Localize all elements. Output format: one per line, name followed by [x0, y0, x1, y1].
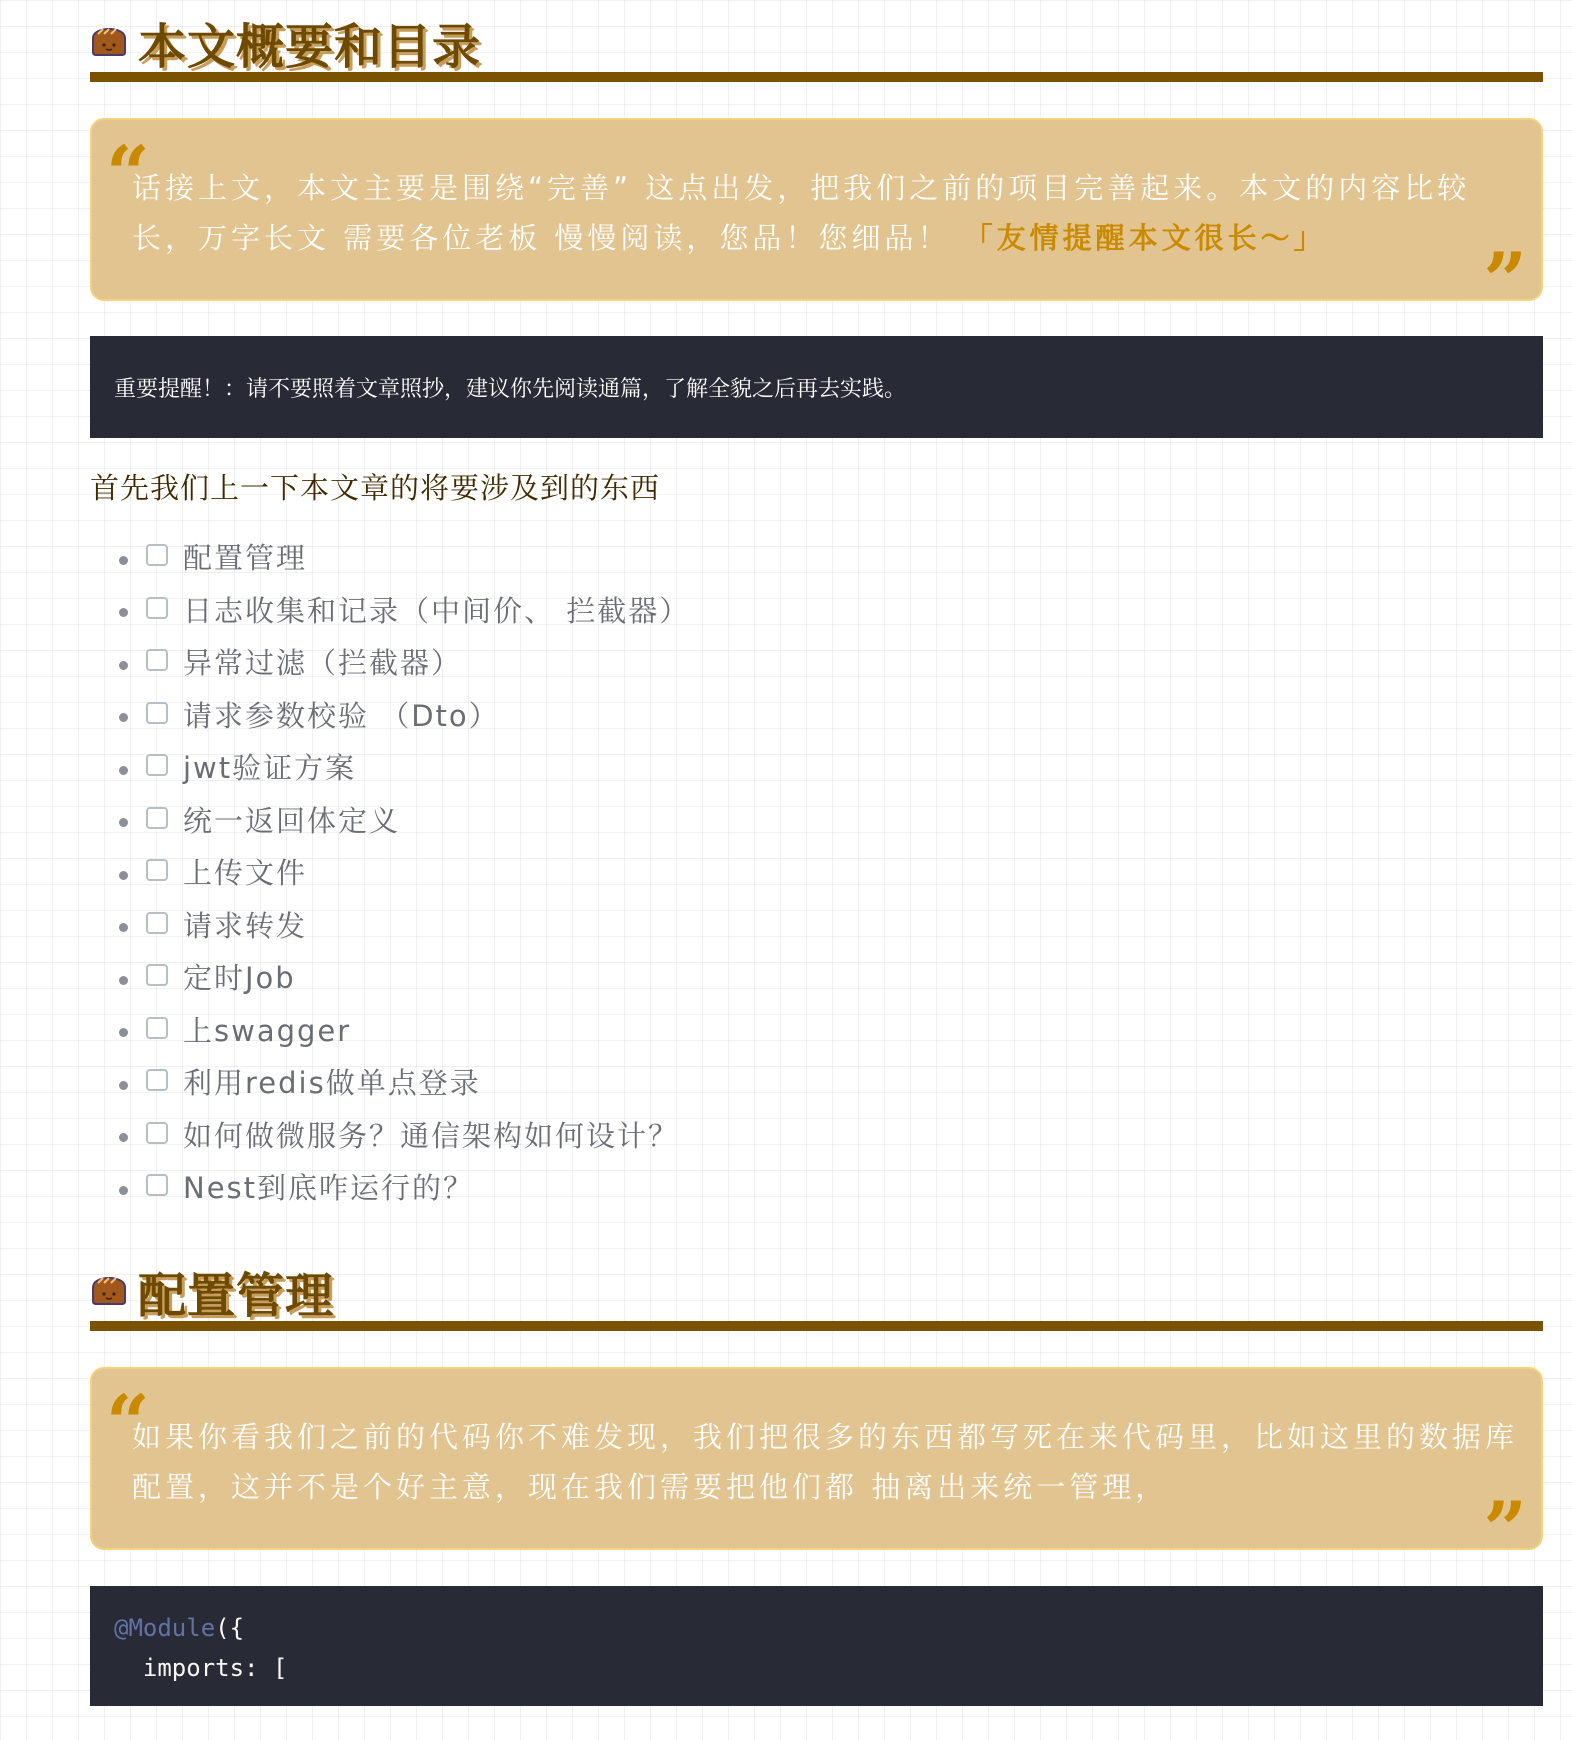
- bullet-icon: [119, 556, 128, 565]
- section-title: 本文概要和目录: [138, 19, 482, 75]
- task-label: 统一返回体定义: [183, 803, 401, 838]
- quote-body: [132, 163, 1522, 263]
- code-block: [90, 1586, 1543, 1706]
- blockquote: [90, 118, 1543, 325]
- checkbox[interactable]: [146, 702, 168, 724]
- list-item: [90, 797, 1543, 850]
- list-item: [90, 1007, 1543, 1060]
- code-decorator: @Module: [114, 1613, 216, 1642]
- checkbox[interactable]: [146, 1069, 168, 1091]
- code-punct: ({: [215, 1613, 245, 1642]
- bread-icon: [90, 20, 128, 56]
- bullet-icon: [119, 976, 128, 985]
- bullet-icon: [119, 1133, 128, 1142]
- section-heading-overview: [90, 0, 1543, 82]
- bullet-icon: [119, 713, 128, 722]
- bullet-icon: [119, 818, 128, 827]
- list-item: [90, 1112, 1543, 1165]
- bullet-icon: [119, 1028, 128, 1037]
- checkbox[interactable]: [146, 964, 168, 986]
- checkbox[interactable]: [146, 859, 168, 881]
- quote-open-icon: “: [106, 129, 150, 218]
- quote-open-icon: “: [106, 1377, 150, 1467]
- task-label: 如何做微服务？通信架构如何设计？: [183, 1118, 680, 1153]
- list-item: [90, 849, 1543, 902]
- task-label: 日志收集和记录（中间价、 拦截器）: [183, 593, 691, 628]
- bullet-icon: [119, 661, 128, 670]
- list-item: [90, 954, 1543, 1007]
- checkbox[interactable]: [146, 1174, 168, 1196]
- bullet-icon: [119, 871, 128, 880]
- task-label: 请求参数校验 （Dto）: [183, 698, 500, 733]
- list-item: [90, 534, 1543, 587]
- list-item: [90, 1164, 1543, 1217]
- task-label: 定时Job: [183, 961, 296, 995]
- notice-block: [90, 336, 1543, 438]
- task-label: 利用redis做单点登录: [183, 1066, 481, 1100]
- checkbox[interactable]: [146, 649, 168, 671]
- quote-close-icon: ”: [1483, 236, 1527, 325]
- checkbox[interactable]: [146, 1122, 168, 1144]
- checkbox[interactable]: [146, 544, 168, 566]
- list-item: [90, 1059, 1543, 1112]
- section-heading-config: [90, 1249, 1543, 1331]
- article: [90, 0, 1543, 1706]
- quote-close-icon: ”: [1483, 1484, 1527, 1574]
- task-label: 请求转发: [183, 908, 308, 943]
- task-label: 配置管理: [183, 541, 308, 575]
- task-label: jwt验证方案: [183, 751, 357, 785]
- bullet-icon: [119, 923, 128, 932]
- quote-text: 如果你看我们之前的代码你不难发现，我们把很多的东西都写死在来代码里，比如这里的数据库配置，这并不是个好主意，现在我们需要把他们都 抽离出来统一管理，: [132, 1419, 1519, 1504]
- quote-body: [132, 1412, 1522, 1512]
- task-label: 上swagger: [183, 1013, 352, 1048]
- checkbox[interactable]: [146, 754, 168, 776]
- quote-text: 话接上文，本文主要是围绕“完善” 这点出发，把我们之前的项目完善起来。本文的内容比较长，万字长文 需要各位老板 慢慢阅读，您品！您细品！: [132, 171, 1471, 255]
- checkbox[interactable]: [146, 597, 168, 619]
- task-list: [90, 534, 1543, 1217]
- code-line: [114, 1614, 244, 1642]
- task-label: 异常过滤（拦截器）: [183, 646, 463, 680]
- bullet-icon: [119, 766, 128, 775]
- checkbox[interactable]: [146, 912, 168, 934]
- code-line: imports: [: [114, 1653, 288, 1682]
- list-item: [90, 639, 1543, 692]
- bullet-icon: [119, 1186, 128, 1195]
- blockquote: [90, 1367, 1543, 1574]
- list-item: [90, 692, 1543, 745]
- bullet-icon: [119, 608, 128, 617]
- intro-paragraph: 首先我们上一下本文章的将要涉及到的东西: [90, 471, 661, 505]
- bread-icon: [90, 1269, 128, 1305]
- list-item: [90, 902, 1543, 955]
- section-title: 配置管理: [138, 1267, 335, 1324]
- bullet-icon: [119, 1081, 128, 1090]
- quote-highlight: 「友情提醒本文很长～」: [963, 221, 1327, 255]
- notice-text: 重要提醒！：请不要照着文章照抄，建议你先阅读通篇，了解全貌之后再去实践。: [114, 377, 907, 402]
- task-label: Nest到底咋运行的？: [183, 1171, 475, 1205]
- checkbox[interactable]: [146, 1017, 168, 1039]
- list-item: [90, 744, 1543, 797]
- task-label: 上传文件: [183, 856, 308, 890]
- checkbox[interactable]: [146, 807, 168, 829]
- list-item: [90, 587, 1543, 640]
